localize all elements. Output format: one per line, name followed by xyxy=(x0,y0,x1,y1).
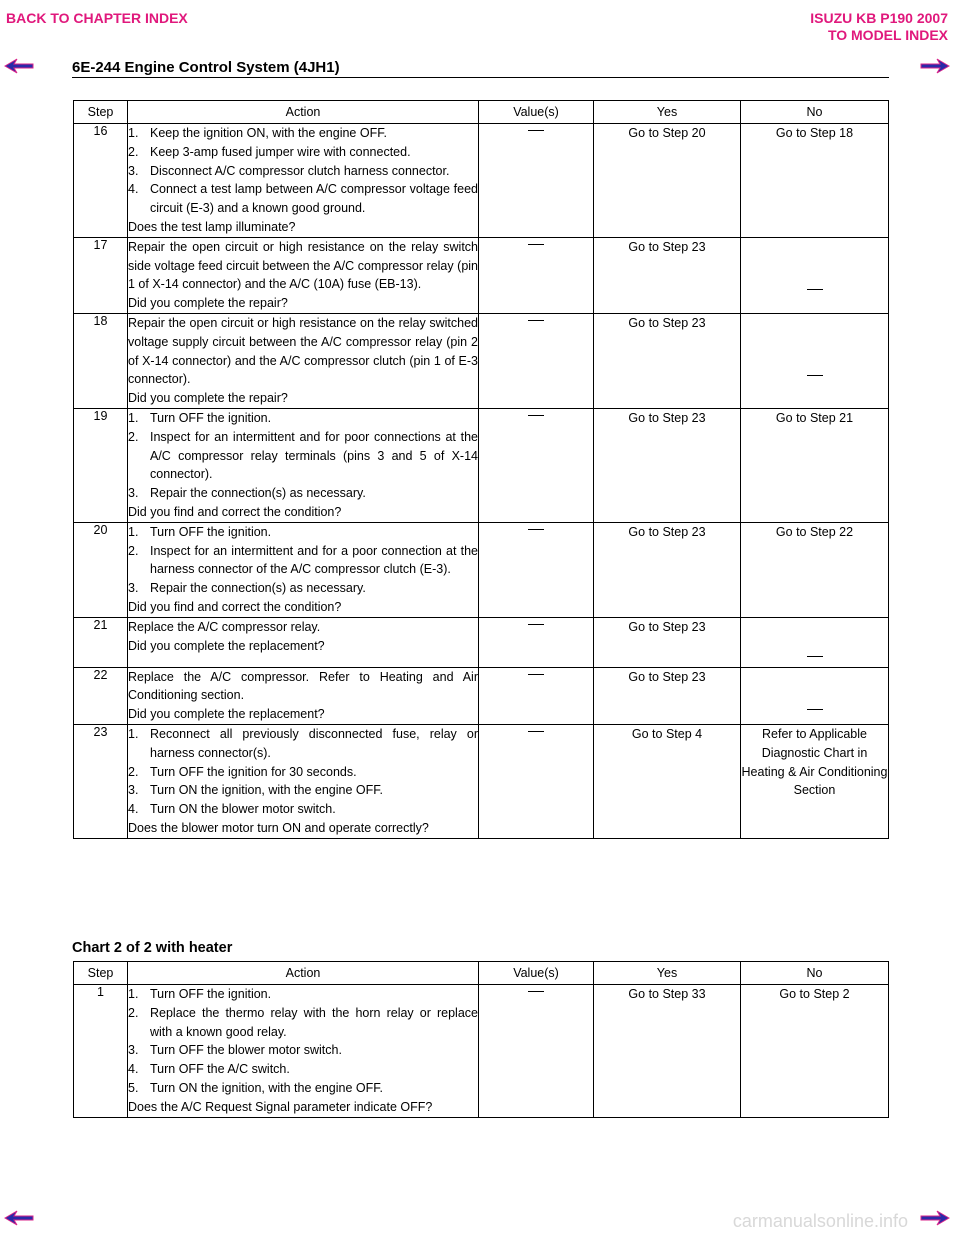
column-header-no: No xyxy=(741,101,889,124)
diagnostic-table-1 xyxy=(73,100,889,839)
action-step-item xyxy=(128,124,478,143)
action-steps-list xyxy=(128,985,478,1098)
action-step-item xyxy=(128,484,478,503)
no-cell xyxy=(741,124,889,238)
not-applicable-dash xyxy=(528,244,544,245)
step-number: 22 xyxy=(74,667,128,724)
action-steps-list xyxy=(128,523,478,598)
action-step-number: 1. xyxy=(128,410,139,425)
no-cell-text: Go to Step 21 xyxy=(775,410,854,425)
model-title: ISUZU KB P190 2007 xyxy=(810,10,948,26)
column-header-yes: Yes xyxy=(594,101,741,124)
action-step-number: 2. xyxy=(128,1005,139,1020)
action-step-item xyxy=(128,1004,478,1042)
yes-cell xyxy=(594,124,741,238)
action-step-item xyxy=(128,428,478,484)
action-step-number: 1. xyxy=(128,987,139,1001)
not-applicable-dash xyxy=(528,624,544,625)
yes-cell xyxy=(594,313,741,408)
action-cell xyxy=(128,617,479,667)
action-step-text: Turn OFF the A/C switch. xyxy=(150,1062,290,1077)
no-cell xyxy=(741,237,889,313)
action-question: Did you find and correct the condition? xyxy=(128,599,342,614)
action-step-number: 2. xyxy=(128,764,139,779)
action-step-number: 3. xyxy=(128,783,139,798)
column-header-step: Step xyxy=(74,101,128,124)
action-cell xyxy=(128,985,479,1118)
yes-cell xyxy=(594,985,741,1118)
action-step-text: Turn OFF the ignition. xyxy=(150,524,272,539)
action-step-number: 2. xyxy=(128,144,139,159)
arrow-right-icon[interactable] xyxy=(920,1210,950,1226)
action-cell xyxy=(128,724,479,838)
action-step-number: 2. xyxy=(128,429,139,444)
action-step-text: Turn OFF the ignition. xyxy=(150,987,272,1001)
table-row xyxy=(74,408,889,522)
action-step-number: 3. xyxy=(128,1043,139,1058)
value-cell xyxy=(479,667,594,724)
table-row xyxy=(74,667,889,724)
not-applicable-dash xyxy=(528,991,544,992)
no-cell-text: Go to Step 22 xyxy=(775,524,854,539)
step-number: 20 xyxy=(74,522,128,617)
action-step-text: Turn OFF the ignition for 30 seconds. xyxy=(150,764,357,779)
back-to-chapter-index-link[interactable]: BACK TO CHAPTER INDEX xyxy=(6,10,188,26)
action-step-text: Turn ON the ignition, with the engine OFF. xyxy=(150,783,383,798)
watermark: carmanualsonline.info xyxy=(732,1211,908,1231)
action-step-text: Replace the thermo relay with the horn relay or replace with a known good relay. xyxy=(150,1005,478,1039)
action-step-text: Connect a test lamp between A/C compressor voltage feed circuit (E-3) and a known good ground. xyxy=(150,182,478,216)
action-question: Did you complete the repair? xyxy=(128,296,288,311)
yes-cell-text: Go to Step 23 xyxy=(628,524,706,539)
to-model-index-link[interactable] xyxy=(810,10,948,44)
action-step-text: Turn ON the blower motor switch. xyxy=(150,802,336,817)
action-cell xyxy=(128,313,479,408)
action-question: Does the A/C Request Signal parameter indicate OFF? xyxy=(128,1099,433,1114)
no-cell xyxy=(741,724,889,838)
no-cell xyxy=(741,617,889,667)
chart-2-title: Chart 2 of 2 with heater xyxy=(72,940,233,956)
action-step-number: 1. xyxy=(128,524,139,539)
action-step-number: 4. xyxy=(128,1062,139,1077)
value-cell xyxy=(479,724,594,838)
yes-cell-text: Go to Step 4 xyxy=(631,726,703,741)
arrow-left-icon[interactable] xyxy=(4,1210,34,1226)
yes-cell-text: Go to Step 23 xyxy=(628,410,706,425)
action-step-text: Repair the connection(s) as necessary. xyxy=(150,581,366,596)
not-applicable-dash xyxy=(807,375,823,376)
action-step-item xyxy=(128,143,478,162)
action-step-number: 3. xyxy=(128,163,139,178)
table-header-row xyxy=(74,101,889,124)
value-cell xyxy=(479,313,594,408)
not-applicable-dash xyxy=(528,674,544,675)
action-step-item xyxy=(128,763,478,782)
not-applicable-dash xyxy=(528,415,544,416)
action-step-number: 1. xyxy=(128,126,139,140)
action-cell xyxy=(128,237,479,313)
yes-cell-text: Go to Step 20 xyxy=(628,126,706,140)
yes-cell-text: Go to Step 23 xyxy=(628,619,706,634)
table-row xyxy=(74,724,889,838)
table-row xyxy=(74,237,889,313)
action-text: Repair the open circuit or high resistance on the relay switch side voltage feed circuit between the A/C compressor relay (pin 1 of X-14 connector) and the A/C (10A) fuse (EB-13). xyxy=(128,239,478,292)
action-step-item xyxy=(128,800,478,819)
table-row xyxy=(74,985,889,1118)
step-number: 23 xyxy=(74,724,128,838)
no-cell-text: Go to Step 2 xyxy=(779,987,850,1001)
action-step-item xyxy=(128,579,478,598)
action-question: Does the test lamp illuminate? xyxy=(128,219,296,234)
action-text: Replace the A/C compressor relay. xyxy=(128,619,321,634)
table-header-row xyxy=(74,962,889,985)
action-question: Did you find and correct the condition? xyxy=(128,504,342,519)
action-steps-list xyxy=(128,124,478,218)
action-step-text: Inspect for an intermittent and for poor connections at the A/C compressor relay terminals (pins 3 and 5 of X-14 connector). xyxy=(150,429,478,482)
not-applicable-dash xyxy=(807,656,823,657)
action-step-item xyxy=(128,985,478,1004)
action-question: Did you complete the repair? xyxy=(128,391,288,406)
table-row xyxy=(74,617,889,667)
yes-cell xyxy=(594,617,741,667)
action-step-item xyxy=(128,162,478,181)
not-applicable-dash xyxy=(528,130,544,131)
action-steps-list xyxy=(128,725,478,819)
yes-cell xyxy=(594,237,741,313)
no-cell-text: Go to Step 18 xyxy=(775,126,854,140)
header-divider xyxy=(72,77,889,78)
yes-cell-text: Go to Step 33 xyxy=(628,987,706,1001)
action-step-item xyxy=(128,1079,478,1098)
action-step-number: 1. xyxy=(128,726,139,741)
step-number: 18 xyxy=(74,313,128,408)
no-cell xyxy=(741,408,889,522)
not-applicable-dash xyxy=(528,731,544,732)
column-header-yes: Yes xyxy=(594,962,741,985)
yes-cell xyxy=(594,408,741,522)
action-cell xyxy=(128,522,479,617)
step-number: 21 xyxy=(74,617,128,667)
action-question: Does the blower motor turn ON and operate correctly? xyxy=(128,820,429,835)
action-steps-list xyxy=(128,409,478,503)
model-index-label: TO MODEL INDEX xyxy=(827,27,948,43)
step-number: 16 xyxy=(74,124,128,238)
action-step-text: Turn OFF the blower motor switch. xyxy=(150,1043,342,1058)
action-step-item xyxy=(128,409,478,428)
action-step-item xyxy=(128,1060,478,1079)
yes-cell-text: Go to Step 23 xyxy=(628,239,706,254)
table-row xyxy=(74,124,889,238)
column-header-no: No xyxy=(741,962,889,985)
action-text: Replace the A/C compressor. Refer to Heating and Air Conditioning section. xyxy=(128,669,478,703)
yes-cell-text: Go to Step 23 xyxy=(628,315,706,330)
action-step-number: 3. xyxy=(128,581,139,596)
action-step-number: 4. xyxy=(128,182,139,197)
action-step-number: 2. xyxy=(128,543,139,558)
action-text: Repair the open circuit or high resistance on the relay switched voltage supply circuit between the A/C compressor relay (pin 2 of X-14 connector) and the A/C compressor clutch (pin 1 of E-3 connector). xyxy=(128,315,478,387)
not-applicable-dash xyxy=(807,709,823,710)
value-cell xyxy=(479,985,594,1118)
value-cell xyxy=(479,617,594,667)
value-cell xyxy=(479,408,594,522)
yes-cell xyxy=(594,522,741,617)
page-title: 6E-244 Engine Control System (4JH1) xyxy=(72,59,340,76)
action-step-item xyxy=(128,781,478,800)
no-cell xyxy=(741,667,889,724)
not-applicable-dash xyxy=(528,320,544,321)
no-cell xyxy=(741,985,889,1118)
no-cell-text: Refer to Applicable Diagnostic Chart in Heating & Air Conditioning Section xyxy=(741,726,888,798)
action-cell xyxy=(128,667,479,724)
action-cell xyxy=(128,124,479,238)
column-header-action: Action xyxy=(128,101,479,124)
arrow-right-icon[interactable] xyxy=(920,58,950,74)
action-step-item xyxy=(128,180,478,218)
action-step-text: Reconnect all previously disconnected fuse, relay or harness connector(s). xyxy=(150,726,478,760)
yes-cell xyxy=(594,724,741,838)
not-applicable-dash xyxy=(528,529,544,530)
action-step-text: Turn OFF the ignition. xyxy=(150,410,272,425)
column-header-step: Step xyxy=(74,962,128,985)
yes-cell-text: Go to Step 23 xyxy=(628,669,706,684)
action-step-text: Repair the connection(s) as necessary. xyxy=(150,486,366,501)
step-number: 17 xyxy=(74,237,128,313)
step-number: 19 xyxy=(74,408,128,522)
action-question: Did you complete the replacement? xyxy=(128,707,325,722)
column-header-values: Value(s) xyxy=(479,101,594,124)
action-step-number: 4. xyxy=(128,802,139,817)
value-cell xyxy=(479,237,594,313)
action-step-item xyxy=(128,1041,478,1060)
step-number: 1 xyxy=(74,985,128,1118)
action-step-text: Keep 3-amp fused jumper wire with connected. xyxy=(150,144,411,159)
not-applicable-dash xyxy=(807,289,823,290)
action-step-number: 3. xyxy=(128,486,139,501)
diagnostic-table-2 xyxy=(73,961,889,1118)
action-step-text: Turn ON the ignition, with the engine OFF. xyxy=(150,1080,383,1095)
action-step-text: Keep the ignition ON, with the engine OFF. xyxy=(150,126,387,140)
action-step-item xyxy=(128,523,478,542)
action-step-item xyxy=(128,725,478,763)
column-header-action: Action xyxy=(128,962,479,985)
no-cell xyxy=(741,313,889,408)
action-step-text: Disconnect A/C compressor clutch harness connector. xyxy=(150,163,450,178)
arrow-left-icon[interactable] xyxy=(4,58,34,74)
action-question: Did you complete the replacement? xyxy=(128,638,325,653)
table-row xyxy=(74,522,889,617)
action-step-number: 5. xyxy=(128,1080,139,1095)
action-cell xyxy=(128,408,479,522)
yes-cell xyxy=(594,667,741,724)
table-row xyxy=(74,313,889,408)
action-step-text: Inspect for an intermittent and for a poor connection at the harness connector of the A/C compressor clutch (E-3). xyxy=(150,543,478,577)
column-header-values: Value(s) xyxy=(479,962,594,985)
value-cell xyxy=(479,522,594,617)
value-cell xyxy=(479,124,594,238)
action-step-item xyxy=(128,542,478,580)
no-cell xyxy=(741,522,889,617)
